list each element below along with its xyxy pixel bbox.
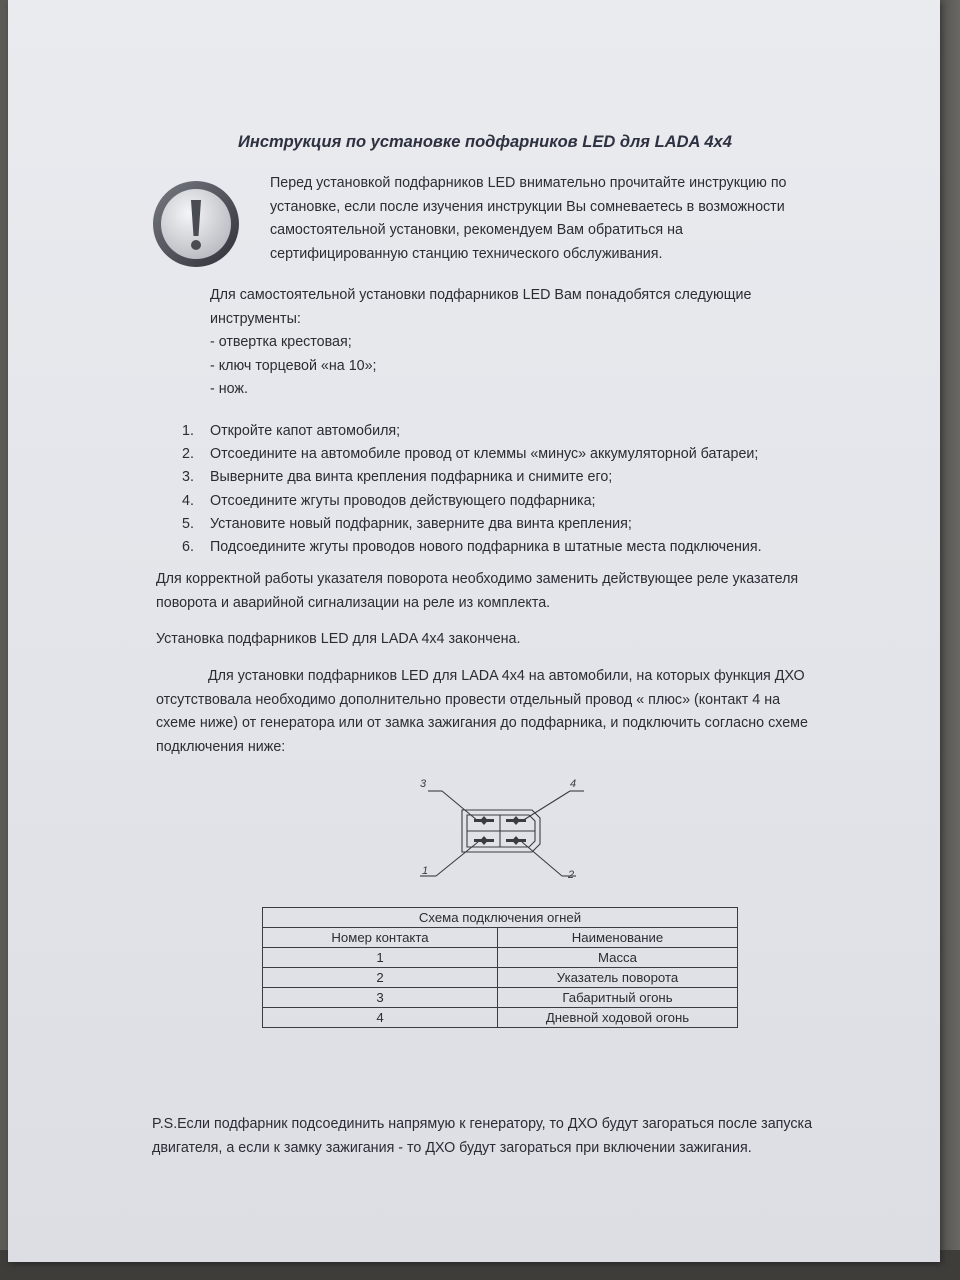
column-header: Наименование (498, 928, 738, 948)
warning-line: Перед установкой подфарников LED внимательно прочитайте инструкцию по (270, 175, 787, 191)
table-caption-row (263, 908, 738, 928)
warning-line: самостоятельной установки, рекомендуем Вам обратиться на (270, 222, 683, 238)
installation-steps (182, 420, 762, 559)
table-row (263, 1008, 738, 1028)
pin-label-1: 1 (422, 865, 429, 877)
table-row (263, 988, 738, 1008)
relay-line: Для корректной работы указателя поворота необходимо заменить действующее реле указателя (156, 571, 799, 587)
step-text: Установите новый подфарник, заверните два винта крепления; (210, 515, 632, 532)
tools-list (210, 284, 751, 402)
warning-icon (150, 178, 242, 270)
drl-line: схеме ниже) от генератора или от замка зажигания до подфарника, и подключить согласно схеме (156, 715, 808, 731)
table-row (263, 968, 738, 988)
pin-label-3: 3 (420, 778, 427, 790)
wiring-table (262, 907, 738, 1028)
completion-note: Установка подфарников LED для LADA 4x4 закончена. (156, 631, 521, 647)
step-item (182, 490, 762, 513)
table-cell: 3 (263, 988, 498, 1008)
drl-note (156, 665, 808, 759)
table-row (263, 948, 738, 968)
table-cell: 4 (263, 1008, 498, 1028)
step-text: Подсоедините жгуты проводов нового подфарника в штатные места подключения. (210, 539, 762, 556)
document-title: Инструкция по установке подфарников LED для LADA 4x4 (238, 133, 732, 151)
warning-line: установке, если после изучения инструкции Вы сомневаетесь в возможности (270, 198, 785, 215)
table-header-row (263, 928, 738, 948)
warning-line: сертифицированную станцию технического обслуживания. (270, 245, 663, 262)
step-number: 2. (182, 446, 194, 463)
warning-text (270, 172, 787, 266)
connector-diagram (414, 772, 584, 882)
step-text: Отсоедините жгуты проводов действующего подфарника; (210, 492, 596, 509)
table-cell: Габаритный огонь (498, 988, 738, 1008)
tools-line: - отвертка крестовая; (210, 334, 352, 350)
step-item (182, 513, 762, 536)
step-item (182, 466, 762, 489)
table-cell: 1 (263, 948, 498, 968)
step-number: 6. (182, 539, 194, 556)
step-number: 5. (182, 515, 194, 532)
step-number: 4. (182, 492, 194, 509)
step-item (182, 420, 762, 443)
drl-line: отсутствовала необходимо дополнительно провести отдельный провод « плюс» (контакт 4 на (156, 691, 781, 708)
tools-line: - ключ торцевой «на 10»; (210, 357, 377, 374)
step-item (182, 443, 762, 466)
step-text: Выверните два винта крепления подфарника и снимите его; (210, 469, 613, 486)
postscript-line: двигателя, а если к замку зажигания - то ДХО будут загораться при включении зажигания. (152, 1139, 752, 1156)
drl-line: подключения ниже: (156, 738, 286, 755)
table-caption: Схема подключения огней (263, 908, 738, 928)
step-text: Откройте капот автомобиля; (210, 423, 401, 439)
postscript-note (152, 1113, 812, 1160)
step-item (182, 536, 762, 559)
drl-line-text: Для установки подфарников LED для LADA 4x4 на автомобили, на которых функция ДХО (208, 668, 805, 684)
relay-line: поворота и аварийной сигнализации на реле из комплекта. (156, 594, 551, 611)
table-cell: 2 (263, 968, 498, 988)
step-number: 3. (182, 469, 194, 486)
step-number: 1. (182, 423, 194, 439)
relay-note (156, 568, 798, 615)
column-header: Номер контакта (263, 928, 498, 948)
table-cell: Указатель поворота (498, 968, 738, 988)
table-cell: Масса (498, 948, 738, 968)
postscript-line: P.S.Если подфарник подсоединить напрямую к генератору, то ДХО будут загораться после запуска (152, 1116, 813, 1132)
tools-line: Для самостоятельной установки подфарников LED Вам понадобятся следующие (210, 287, 752, 303)
table-cell: Дневной ходовой огонь (498, 1008, 738, 1028)
tools-line: инструменты: (210, 310, 301, 327)
pin-label-4: 4 (570, 778, 577, 790)
tools-line: - нож. (210, 381, 248, 397)
pin-label-2: 2 (568, 869, 575, 881)
drl-line (156, 665, 808, 689)
step-text: Отсоедините на автомобиле провод от клеммы «минус» аккумуляторной батареи; (210, 446, 759, 463)
